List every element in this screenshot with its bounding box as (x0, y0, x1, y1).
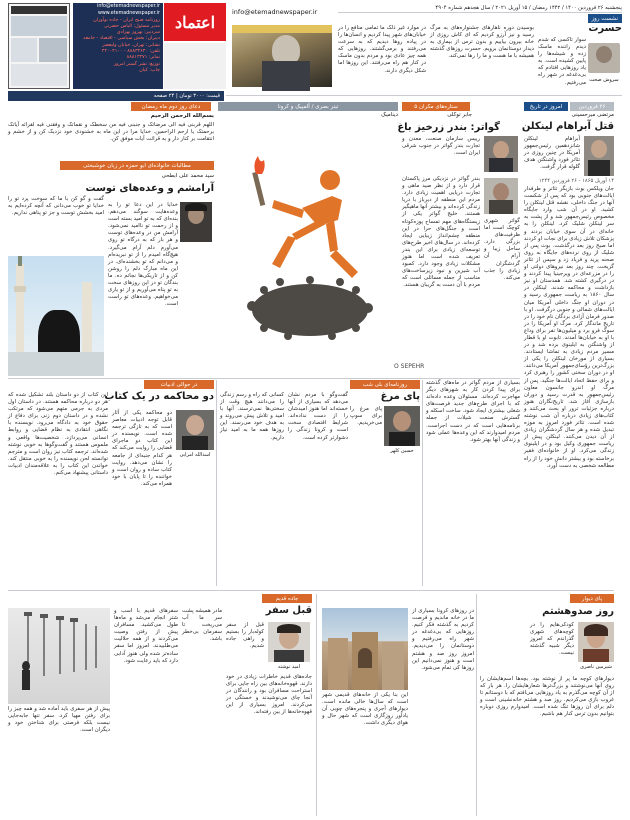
header-strip (8, 91, 224, 101)
masthead (8, 3, 622, 109)
column5-author-photo-2 (484, 178, 518, 214)
bottom-divider (8, 590, 614, 591)
zendegi-author: سید محمد علی ابطحی (161, 173, 214, 179)
column5-author: جابر توکلی (447, 112, 472, 118)
cartoon-tag (218, 102, 398, 111)
column5-text: بندر گواتر در نزدیکی مرز پاکستان قرار دارد و از نظر صید ماهی و تجارت دریایی اهمیت زیادی دارد. مردم این منطقه از دیرباز با دریا زندگی کرده‌اند و بیشتر آنها ماهیگیر هستند. خلیج گواتر یکی از زیستگاه‌های مهم تمساح پوزه‌کوتاه است و جنگل‌های حرا در این منطقه چشم‌انداز زیبایی ایجاد کرده‌اند. در سال‌های اخیر طرح‌های توسعه‌ای زیادی برای این بندر تعریف شده است اما هنوز مشکلات زیادی وجود دارد. کمبود آب شیرین و نبود زیرساخت‌های مناسب از جمله مسائلی است که مردم با آن دست به گریبان هستند. (402, 176, 480, 289)
rozaneh-text: پای مرغ را برای سوپ می‌خریدیم. (350, 406, 382, 427)
mid-divider (8, 378, 520, 379)
history-subtag-label: ۲۶ فروردین (578, 104, 606, 110)
runner-figure (272, 170, 358, 278)
front-page-thumbnail[interactable] (8, 3, 70, 89)
mid-vline-2 (422, 380, 423, 586)
logo-text: اعتماد (174, 12, 216, 32)
prayer-tag (131, 102, 211, 111)
zendegi-tag (60, 161, 214, 170)
history-text: جان ویلکس بوث بازیگر تئاتر و طرفدار ایالت‌های جنوبی بود که پس از شکست آنها در جنگ داخلی، نقشه قتل لینکلن را کشید. او در آن شب وارد جایگاه مخصوص رئیس‌جمهور شد و از پشت به سر لینکلن شلیک کرد. لینکلن را به خانه‌ای در آن سوی خیابان بردند و پزشکان تلاش زیادی برای نجات او کردند اما صبح روز بعد درگذشت. بوث پس از شلیک از روی نرده‌های جایگاه به روی صحنه پرید و فریاد زد و سپس از تئاتر گریخت. چند روز بعد نیروهای دولتی او را در مزرعه‌ای در ویرجینیا پیدا کردند و در درگیری کشته شد. همدستان او نیز بازداشت و محاکمه شدند. لینکلن در سال ۱۸۶۰ به ریاست جمهوری رسید و در دوران او جنگ داخلی آمریکا میان ایالت‌های شمالی و جنوبی درگرفت. او با صدور فرمان آزادی بردگان نام خود را در تاریخ ماندگار کرد. مرگ او آمریکا را در سوگ فرو برد و میلیون‌ها نفر برای وداع با او به خیابان‌ها آمدند. تابوت او با قطار از واشنگتن به ایلینوی برده شد و در مسیر مردم زیادی به تماشا ایستادند. بسیاری از مورخان لینکلن را یکی از بزرگ‌ترین رؤسای‌جمهور آمریکا می‌دانند. او در دوران سختی کشور را رهبری کرد و برای حفظ اتحاد ایالت‌ها جنگید. پس از مرگ او اندرو جانسون معاون رئیس‌جمهور به قدرت رسید و دوران بازسازی آغاز شد. تاریخ‌نگاران هنوز درباره جزئیات ترور او بحث می‌کنند و کتاب‌های زیادی درباره آن شب نوشته شده است. تئاتر فورد امروز به موزه تبدیل شده و هر سال گردشگران زیادی از آن دیدن می‌کنند. لینکلن پیش از ریاست جمهوری وکیل بود و در ایلینوی زندگی می‌کرد. او از خانواده‌ای فقیر برخاسته بود و بیشتر دانش خود را از راه مطالعه شخصی به دست آورد. (523, 186, 614, 469)
mid-vline-1 (216, 380, 217, 586)
zendegi-text-left: گفت و گو کن با ما که سوخت پرد تو را خدایا تو خوب می‌دانی که آنچه کرده‌ایم به امید بخشش توست و جز تو پناهی نداریم. (8, 196, 104, 217)
cartoon-svg (218, 122, 425, 376)
wall-tag (570, 594, 614, 603)
info-line: چاپ: کیان (139, 67, 160, 73)
zendegi-headline: آرامشم و وعده‌های توست (85, 183, 214, 194)
prayer-bismillah: بسم‌الله الرحمن الرحیم (150, 113, 214, 119)
section-tag-label: نشست روز (591, 16, 618, 22)
wall-author-photo (578, 622, 614, 662)
rozaneh-tag-label: روزنامه‌ای بلی شب (362, 382, 408, 388)
center-bottom-text-right: در روزهای کرونا بسیاری از ما در خانه ماندیم و فرصت کردیم به گذشته فکر کنیم. روزهایی که بی‌دغدغه در شهر راه می‌رفتیم و دوستانمان را می‌دیدیم. امروز روز صد و هشتم است و هنوز نمی‌دانیم این روزها کی تمام می‌شود. (412, 608, 474, 671)
info-line: سردبیر: بهروز بهزادی (116, 30, 160, 36)
top-news-author: سروش صحت (589, 77, 619, 83)
info-line: توزیع: نشر گستر امروز (113, 61, 160, 67)
top-news-box (538, 23, 622, 89)
header-stats: قیمت: ۳۰۰۰ تومان | ۲۴ صفحه (153, 93, 220, 99)
travel-author-photo (268, 622, 310, 662)
wall-tag-label: پای دیوار (581, 596, 603, 602)
zendegi-author-photo (180, 202, 212, 242)
info-website-line: www.etemadnewspaper.ir (97, 11, 160, 17)
literature-author: اسدالله امرایی (179, 452, 211, 458)
column5-headline: گواتر: بندر زرخیز باغ (397, 122, 500, 133)
center-mid-text-left: کسانی که راه و رسم زندگی را می‌دانند هیچ وقت از سختی‌ها نمی‌ترسند. آنها با امید و تلاش پیش می‌روند و به هدف خود می‌رسند. این روزها همه ما به امید نیاز داریم. (220, 392, 284, 441)
top-news-text: سوار تاکسی که شدم دیدم راننده ماسک زده و شیشه‌ها را پایین کشیده است. به یاد روزهایی افتادم که بی‌دغدغه در شهر راه می‌رفتیم. (538, 37, 586, 86)
top-news-avatar (588, 43, 620, 73)
cartoon-tag-label: تیتر بصری / آلمپیک و کرونا (277, 104, 339, 110)
walker-photo (8, 608, 110, 704)
zendegi-text-right: خدایا در این دعا تو را به وعده‌هایت سوگند می‌دهم. بنده‌ای که به تو امید بسته است و از رحمت تو ناامید نمی‌شود. آرامش من در وعده‌های توست و هر بار که به درگاه تو روی می‌آورم دلم آرام می‌گیرد. هیچ‌گاه امیدم را از تو نبریده‌ام و می‌دانم که تو بخشنده‌ای. در این ماه مبارک دلم را روشن کن و از تاریکی‌ها نجاتم ده. ما بندگان تو در این روزهای سخت به تو پناه می‌آوریم و از تو یاری می‌خواهیم. وعده‌های تو راست است. (108, 202, 178, 308)
rozaneh-author: حسین کلهر (390, 448, 414, 454)
info-line: دبیران: بخش سیاسی - اقتصاد - جامعه (83, 36, 160, 42)
info-line: تلفن: ۸۸۸۳۳۶۳۰ - ۴۳۰۰۴۱۰۰ (101, 49, 160, 55)
info-email-line: info@etemadnewspaper.ir (97, 4, 160, 9)
virus-icon (247, 276, 373, 340)
history-author-photo (584, 136, 614, 176)
rozaneh-author-photo (384, 406, 420, 446)
wall-text: دیوارهای کوچه ما پر از نوشته بود. بچه‌ها اسم‌هایشان را روی آنها می‌نوشتند و بزرگ‌ترها شعارهایشان را. هر بار که از آن کوچه می‌گذرم به یاد روزهایی می‌افتم که با دوستانم تا غروب بازی می‌کردیم. روز صد و هشتم خانه‌نشینی است و دلم برای آن روزها تنگ شده است. امیدوارم روزی دوباره بتوانیم بدون ترس کنار هم باشیم. (480, 676, 614, 718)
email-text: info@etemadnewspaper.ir (232, 8, 318, 16)
zendegi-tag-label: مطالبات خانواده‌ای ابو حمزه در زبان خوشبختی (83, 163, 191, 169)
date-line-text: پنجشنبه ۲۶ فروردین ۱۴۰۰ / ۱۴۴۲ رمضان / ۱۵ آوریل ۲۰۲۱ / سال هجدهم شماره ۴۹۰۴ (435, 5, 622, 11)
prayer-tag-label: دعای روز دوم ماه رمضان (141, 104, 201, 110)
literature-tag (144, 380, 214, 389)
history-subtag (570, 102, 614, 111)
travel-text-wide: جاده‌های قدیم خاطرات زیادی در خود دارند. قهوه‌خانه‌های بین راه جایی برای استراحت مسافران بود و رانندگان در آنجا چای می‌نوشیدند و خستگی در می‌کردند. امروز بسیاری از این قهوه‌خانه‌ها از بین رفته‌اند. (226, 674, 312, 716)
date-line (338, 3, 622, 13)
cartoon-credit: دینامیک (381, 112, 398, 118)
rozaneh-tag (350, 380, 420, 389)
cartoon-illustration (218, 122, 425, 376)
section-tag-neshast (588, 14, 622, 23)
wall-author: شیرمین ناصری (580, 664, 612, 670)
walker-svg (8, 608, 110, 704)
torch-icon (252, 156, 265, 206)
travel-headline: قبل سفر (265, 605, 312, 616)
info-line: مدیر مسئول: الیاس حضرتی (103, 23, 160, 29)
column5-tag-label: ستاره‌های مکران ۵ (414, 104, 458, 110)
column5-continued: بسیاری از مردم گواتر در ماه‌های گذشته برای پیدا کردن کار به شهرهای دیگر مهاجرت کرده‌اند. مسئولان وعده داده‌اند که با اجرای طرح‌های جدید فرصت‌های شغلی بیشتری ایجاد شود. ساخت اسکله و گسترش صنعت شیلات از جمله برنامه‌هایی است که در دست اجراست. مردم امیدوارند که این وعده‌ها عملی شود و زندگی آنها بهتر شود. (426, 380, 520, 443)
header-divider (226, 95, 622, 96)
building-photo (322, 608, 408, 690)
logo[interactable] (164, 3, 226, 41)
bottom-vline-2 (476, 594, 477, 816)
column5-text-bottom: گواتر شهری کوچک است اما ظرفیت‌های بزرگی دارد. ساحل زیبا و آرام آن گردشگران زیادی را جذب می‌کند. (484, 218, 520, 281)
history-author: مرتضی میرحسینی (571, 112, 614, 118)
info-line: نشانی: تهران، خیابان ولیعصر (102, 42, 160, 48)
literature-author-photo (176, 410, 214, 450)
column5-author-photo-1 (484, 136, 518, 172)
cartoon-signature: O SEPEHR (394, 363, 425, 370)
prayer-text: اللهم قربنی فیه الی مرضاتک و جنبنی فیه من سخطک و نقماتک و وفقنی فیه لقرائه آیاتک برحمتک یا ارحم الراحمین. خدایا مرا در این ماه به خشنودی خود نزدیک کن و از خشم و انتقامت بر کنار دار و به قرائت آیات موفق کن. (8, 122, 214, 143)
center-mid-text-right: گفت‌وگو با مردم نشان می‌دهد که بسیاری از آنها خسته‌اند اما هنوز امیدشان را از دست نداده‌اند. شرایط اقتصادی سخت است و کرونا زندگی را دشوارتر کرده است. (288, 392, 348, 441)
travel-tag-label: جاده قدیم (275, 596, 299, 602)
info-line: روزنامه صبح ایران - جاده نوآوران (93, 17, 160, 23)
rozaneh-headline: پای مرغ (380, 391, 420, 402)
top-article-text-right: بوسیدن دوره ناهارهای جشنواره‌های به مرگ رسید و نیز آرزو کردیم که ای کاش روزی از خانه بیرون بیاییم و بدون ترس از بیماری به دیدار دوستانمان برویم. حسرت روزهای گذشته همیشه با ما هست و ما را رها نمی‌کند. (430, 25, 534, 60)
literature-tag-label: در حوالی ادبیات (160, 382, 198, 388)
top-photo-car (232, 25, 332, 87)
history-headline: قتل آبراهام لینکلن (521, 121, 614, 132)
literature-text-right: دو محاکمه یکی از آثار قابل توجه ادبیات معاصر است که به تازگی ترجمه شده است. نویسنده در این کتاب دو ماجرای قضایی را روایت می‌کند که هر کدام جنبه‌ای از جامعه را نشان می‌دهد. روایت کتاب ساده و روان است و خواننده را تا پایان با خود همراه می‌کند. (112, 410, 172, 487)
travel-text-left: مادر همیشه پشت سر ما آب می‌ریخت تا سفرمان بی‌خطر باشد. (182, 608, 222, 643)
wall-headline: روز صدوهشتم (542, 606, 614, 617)
top-article-text-left: در موارد غیر ذلک ما تمامی منافع را در خیابان‌های شهر پیدا کردیم و انسان‌ها را در پیاده روها دیدیم که به سرعت می‌رفتند و برمی‌گشتند. روزهایی که همه چیز عادی بود و مردم بدون ماسک در کنار هم راه می‌رفتند. این روزها اما شکل دیگری دارند. (338, 25, 426, 74)
wall-text-top: کودکی‌هایم را در کوچه‌های شهری گذراندم که امروز دیگر شبیه گذشته نیست. (530, 622, 574, 657)
bottom-vline-1 (316, 594, 317, 816)
history-dates: ۱۴ آوریل ۱۸۶۵ - ۲۶ فروردین ۱۲۴۴ (538, 178, 614, 184)
literature-text-left: این کتاب از دو داستان بلند تشکیل شده که هر دو درباره محاکمه هستند. در داستان اول مردی به جرمی متهم می‌شود که مرتکب نشده و در داستان دوم زنی برای دفاع از حقوق خود به دادگاه می‌رود. نویسنده با نگاهی انتقادی به نظام قضایی و روابط انسانی می‌پردازد. شخصیت‌ها واقعی و ملموس هستند و گفت‌وگوها به خوبی نوشته شده‌اند. ترجمه کتاب نیز روان است و مترجم توانسته لحن نویسنده را به خوبی منتقل کند. خواندن این کتاب را به علاقه‌مندان ادبیات داستانی پیشنهاد می‌کنم. (8, 392, 108, 477)
travel-tag (262, 594, 312, 603)
bottom-left-text-2: سفرهای قدیم با اسب و شتر انجام می‌شد و ماه‌ها طول می‌کشید. مسافران پیش از رفتن وصیت می‌کردند و از همه حلالیت می‌طلبیدند. امروز اما سفر ساده‌تر شده ولی هنوز آدابی دارد که باید رعایت شود. (114, 608, 178, 664)
travel-author: امید نوشته (277, 664, 301, 670)
masthead-info-block (73, 3, 163, 89)
history-tag (524, 102, 568, 111)
prayer-block (8, 113, 214, 157)
email-bar (232, 3, 332, 21)
center-bottom-text: این بنا یکی از خانه‌های قدیمی شهر است که سال‌ها خالی مانده است. دیوارهای آجری و پنجره‌های چوبی آن یادآور روزگاری است که شهر حال و هوای دیگری داشت. (322, 692, 408, 727)
top-news-headline: حسرت (588, 23, 622, 34)
info-line: نمابر: ۸۸۸۱۳۴۷۱ (126, 55, 160, 61)
bottom-left-text: پیش از هر سفری باید آماده شد و همه چیز را برای رفتن مهیا کرد. سفر تنها جابه‌جایی نیست بلکه فرصتی برای شناختن خود و دیگران است. (8, 706, 110, 734)
history-tag-label: امروز در تاریخ (529, 104, 563, 110)
travel-text-right: قبل از سفر کوله‌بار را بستیم و راهی جاده شدیم. (226, 622, 264, 650)
literature-headline: دو محاکمه در یک کتاب (104, 391, 214, 402)
column5-lead: رییس سازمان صنعت، معدن و تجارت بندر گواتر در جنوب شرقی ایران است. (402, 136, 480, 157)
column5-tag (402, 102, 470, 111)
history-text-top: آبراهام لینکلن شانزدهمین رئیس‌جمهور آمریکا در چنین روزی در تئاتر فورد واشنگتن هدف گلوله قرار گرفت. (524, 136, 580, 171)
mosque-woman-photo (8, 256, 104, 376)
